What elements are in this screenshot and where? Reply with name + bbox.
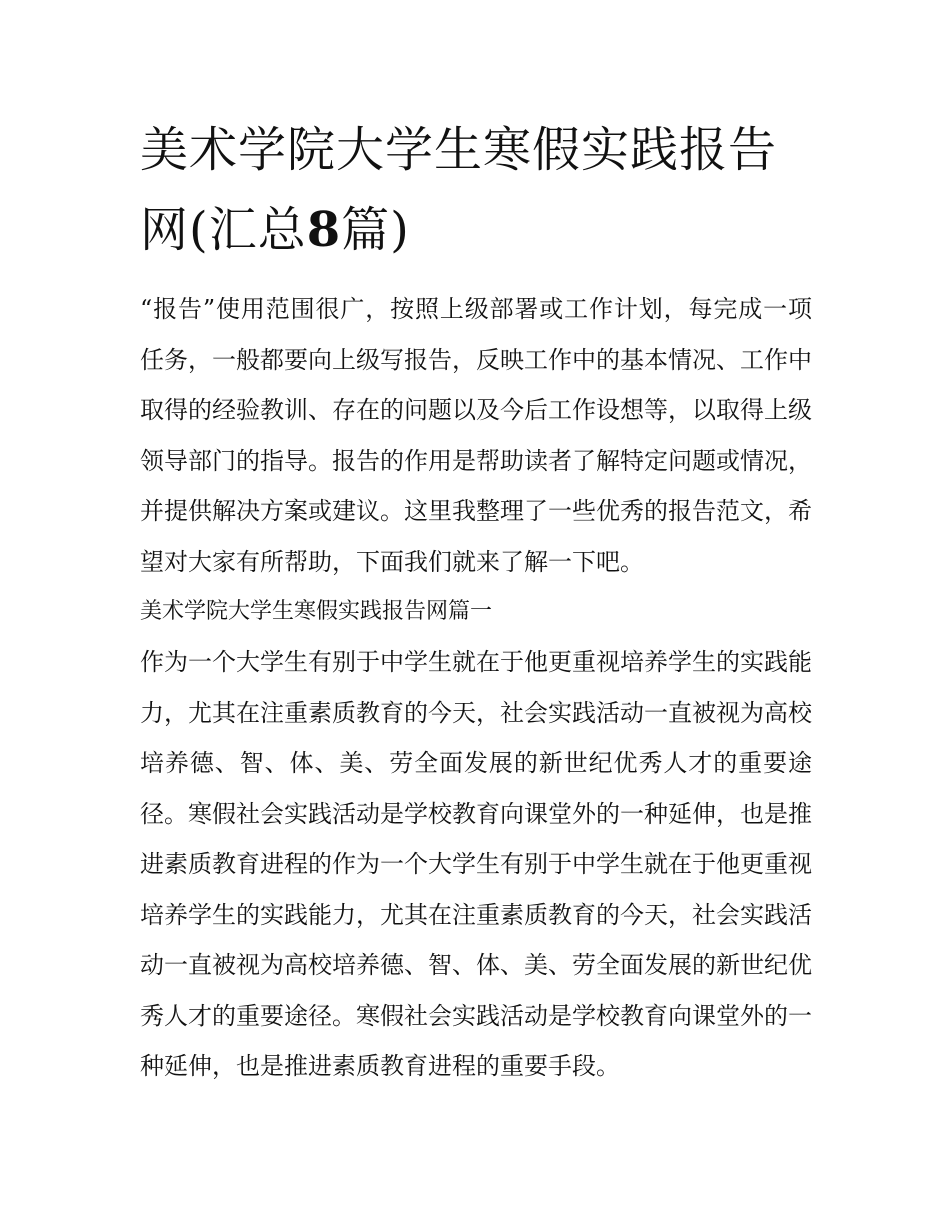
document-title: [140, 110, 812, 270]
section-heading: 美术学院大学生寒假实践报告网篇一: [140, 599, 493, 624]
title-text-part1: 美术学院大学生寒假实践报告网(汇总: [140, 122, 778, 258]
title-number: 8: [306, 202, 342, 258]
title-text-part2: 篇): [341, 202, 410, 258]
section-paragraph: 作为一个大学生有别于中学生就在于他更重视培养学生的实践能力，尤其在注重素质教育的今天，社会实践活动一直被视为高校培养德、智、体、美、劳全面发展的新世纪优秀人才的重要途径。寒假社会实践活动是学校教育向课堂外的一种延伸，也是推进素质教育进程的作为一个大学生有别于中学生就在于他更重视培养学生的实践能力，尤其在注重素质教育的今天，社会实践活动一直被视为高校培养德、智、体、美、劳全面发展的新世纪优秀人才的重要途径。寒假社会实践活动是学校教育向课堂外的一种延伸，也是推进素质教育进程的重要手段。: [140, 648, 812, 1080]
document-page: [140, 110, 812, 1092]
intro-paragraph: “报告”使用范围很广，按照上级部署或工作计划，每完成一项任务，一般都要向上级写报告，反映工作中的基本情况、工作中取得的经验教训、存在的问题以及今后工作设想等，以取得上级领导部门的指导。报告的作用是帮助读者了解特定问题或情况，并提供解决方案或建议。这里我整理了一些优秀的报告范文，希望对大家有所帮助，下面我们就来了解一下吧。: [140, 295, 812, 576]
document-body: [140, 284, 812, 1092]
